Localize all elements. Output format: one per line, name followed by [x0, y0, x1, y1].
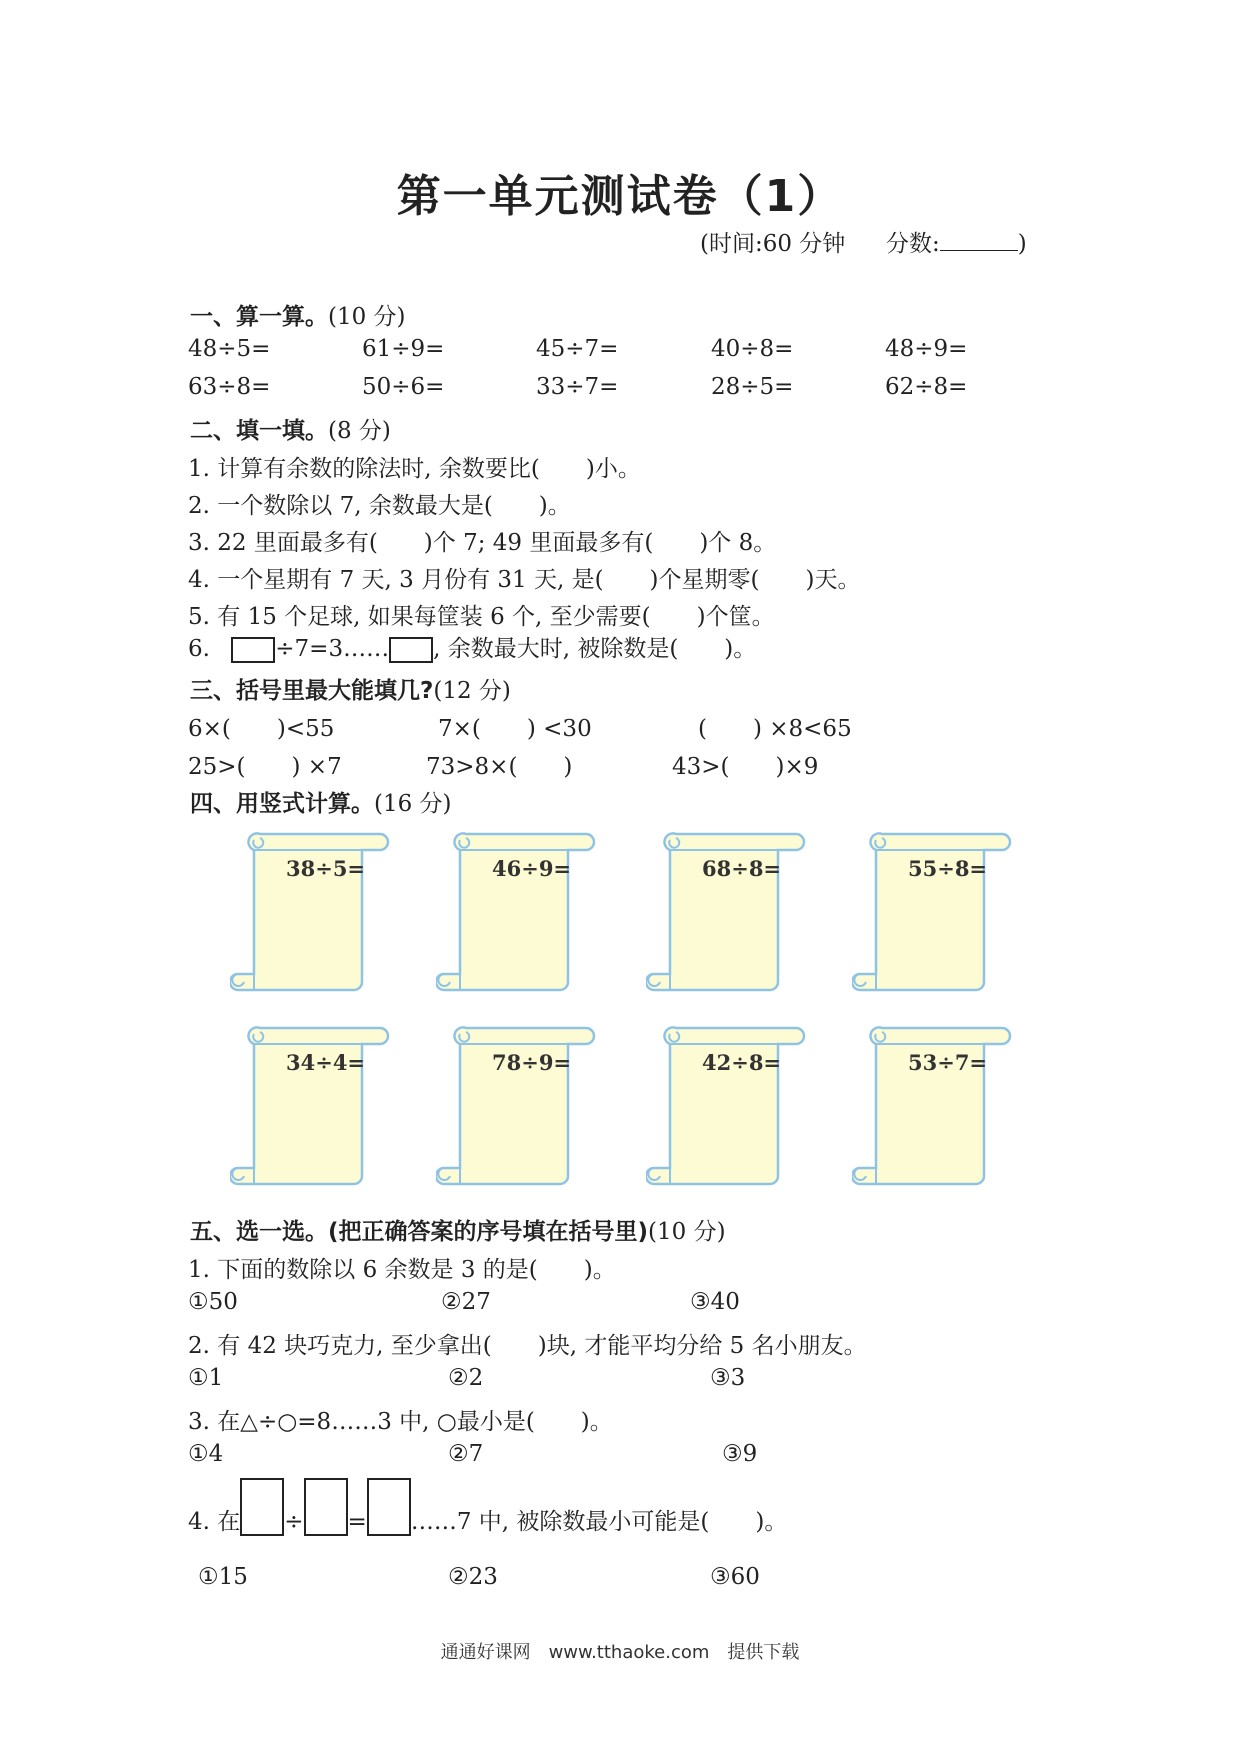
item-number: 6. — [188, 636, 210, 662]
scroll-icon — [230, 1022, 390, 1192]
inequality-problem: 43>( )×9 — [672, 754, 819, 780]
choice-option: ②27 — [441, 1289, 491, 1315]
section-title: 三、括号里最大能填几? — [190, 678, 434, 704]
score-blank — [940, 230, 1018, 251]
footer: 通通好课网 www.tthaoke.com 提供下载 — [440, 1642, 800, 1663]
calc-scroll[interactable] — [436, 828, 596, 998]
inequality-problem: 73>8×( ) — [426, 754, 573, 780]
section-points: (10 分) — [328, 304, 406, 330]
scroll-icon — [436, 1022, 596, 1192]
scroll-expression: 53÷7= — [908, 1050, 988, 1075]
section-title: 五、选一选。(把正确答案的序号填在括号里) — [190, 1219, 649, 1245]
choice-option: ②2 — [448, 1365, 484, 1391]
scroll-icon — [436, 828, 596, 998]
inequality-problem: 25>( ) ×7 — [188, 754, 342, 780]
division-sign: ÷ — [284, 1509, 304, 1535]
math-problem: 48÷9= — [885, 336, 968, 362]
choice-option: ③3 — [710, 1365, 746, 1391]
section-points: (10 分) — [648, 1219, 726, 1245]
equals-sign: = — [347, 1509, 367, 1535]
fill-item-3: 3. 22 里面最多有( )个 7; 49 里面最多有( )个 8。 — [188, 530, 777, 556]
calc-scroll[interactable] — [646, 828, 806, 998]
item-text: , 余数最大时, 被除数是( )。 — [433, 636, 757, 662]
score-label: 分数: — [885, 231, 940, 257]
inequality-problem: 6×( )<55 — [188, 716, 335, 742]
math-problem: 33÷7= — [536, 374, 619, 400]
answer-box[interactable] — [304, 1478, 348, 1536]
section-4-header — [190, 785, 452, 818]
calc-scroll[interactable] — [436, 1022, 596, 1192]
choice-question: 2. 有 42 块巧克力, 至少拿出( )块, 才能平均分给 5 名小朋友。 — [188, 1333, 867, 1359]
scroll-expression: 34÷4= — [286, 1050, 366, 1075]
math-problem: 62÷8= — [885, 374, 968, 400]
math-problem: 63÷8= — [188, 374, 271, 400]
scroll-expression: 38÷5= — [286, 856, 366, 881]
choice-option: ①1 — [188, 1365, 224, 1391]
scroll-expression: 68÷8= — [702, 856, 782, 881]
inequality-problem: ( ) ×8<65 — [698, 716, 852, 742]
math-problem: 28÷5= — [711, 374, 794, 400]
choice-option: ②23 — [448, 1564, 498, 1590]
choice-option: ③9 — [722, 1441, 758, 1467]
scroll-expression: 55÷8= — [908, 856, 988, 881]
scroll-expression: 42÷8= — [702, 1050, 782, 1075]
meta-close: ) — [1017, 231, 1027, 257]
page-title: 第一单元测试卷（1） — [396, 171, 844, 222]
scroll-expression: 46÷9= — [492, 856, 572, 881]
math-problem: 50÷6= — [362, 374, 445, 400]
section-points: (8 分) — [328, 418, 391, 444]
fill-item-5: 5. 有 15 个足球, 如果每筐装 6 个, 至少需要( )个筐。 — [188, 604, 775, 630]
choice-option: ③40 — [690, 1289, 740, 1315]
question-prefix: 4. 在 — [188, 1509, 241, 1535]
fill-item-4: 4. 一个星期有 7 天, 3 月份有 31 天, 是( )个星期零( )天。 — [188, 567, 861, 593]
calc-scroll[interactable] — [852, 828, 1012, 998]
math-problem: 48÷5= — [188, 336, 271, 362]
exam-meta — [700, 225, 1027, 258]
section-points: (12 分) — [433, 678, 511, 704]
section-2-header — [190, 412, 391, 445]
answer-box[interactable] — [389, 637, 433, 663]
section-1-header — [190, 298, 406, 331]
math-problem: 45÷7= — [536, 336, 619, 362]
fill-item-6 — [188, 630, 756, 663]
math-problem: 40÷8= — [711, 336, 794, 362]
scroll-icon — [230, 828, 390, 998]
question-text: ……7 中, 被除数最小可能是( )。 — [410, 1509, 788, 1535]
section-points: (16 分) — [374, 791, 452, 817]
item-equation: ÷7=3…… — [275, 636, 390, 662]
calc-scroll[interactable] — [646, 1022, 806, 1192]
math-problem: 61÷9= — [362, 336, 445, 362]
choice-option: ③60 — [710, 1564, 760, 1590]
answer-box[interactable] — [240, 1478, 284, 1536]
calc-scroll[interactable] — [230, 828, 390, 998]
choice-option: ①15 — [198, 1564, 248, 1590]
scroll-icon — [852, 1022, 1012, 1192]
fill-item-1: 1. 计算有余数的除法时, 余数要比( )小。 — [188, 456, 641, 482]
answer-box[interactable] — [231, 637, 275, 663]
calc-scroll[interactable] — [230, 1022, 390, 1192]
choice-question-4 — [188, 1478, 787, 1536]
time-label: (时间:60 分钟 — [700, 231, 846, 257]
section-5-header — [190, 1213, 726, 1246]
choice-option: ①50 — [188, 1289, 238, 1315]
scroll-icon — [852, 828, 1012, 998]
answer-box[interactable] — [367, 1478, 411, 1536]
choice-option: ①4 — [188, 1441, 224, 1467]
section-title: 四、用竖式计算。 — [190, 791, 374, 817]
inequality-problem: 7×( ) <30 — [438, 716, 592, 742]
scroll-expression: 78÷9= — [492, 1050, 572, 1075]
choice-option: ②7 — [448, 1441, 484, 1467]
scroll-icon — [646, 1022, 806, 1192]
section-title: 二、填一填。 — [190, 418, 328, 444]
scroll-icon — [646, 828, 806, 998]
fill-item-2: 2. 一个数除以 7, 余数最大是( )。 — [188, 493, 571, 519]
section-3-header — [190, 672, 511, 705]
section-title: 一、算一算。 — [190, 304, 328, 330]
calc-scroll[interactable] — [852, 1022, 1012, 1192]
choice-question: 1. 下面的数除以 6 余数是 3 的是( )。 — [188, 1257, 616, 1283]
choice-question: 3. 在△÷○=8……3 中, ○最小是( )。 — [188, 1409, 613, 1435]
